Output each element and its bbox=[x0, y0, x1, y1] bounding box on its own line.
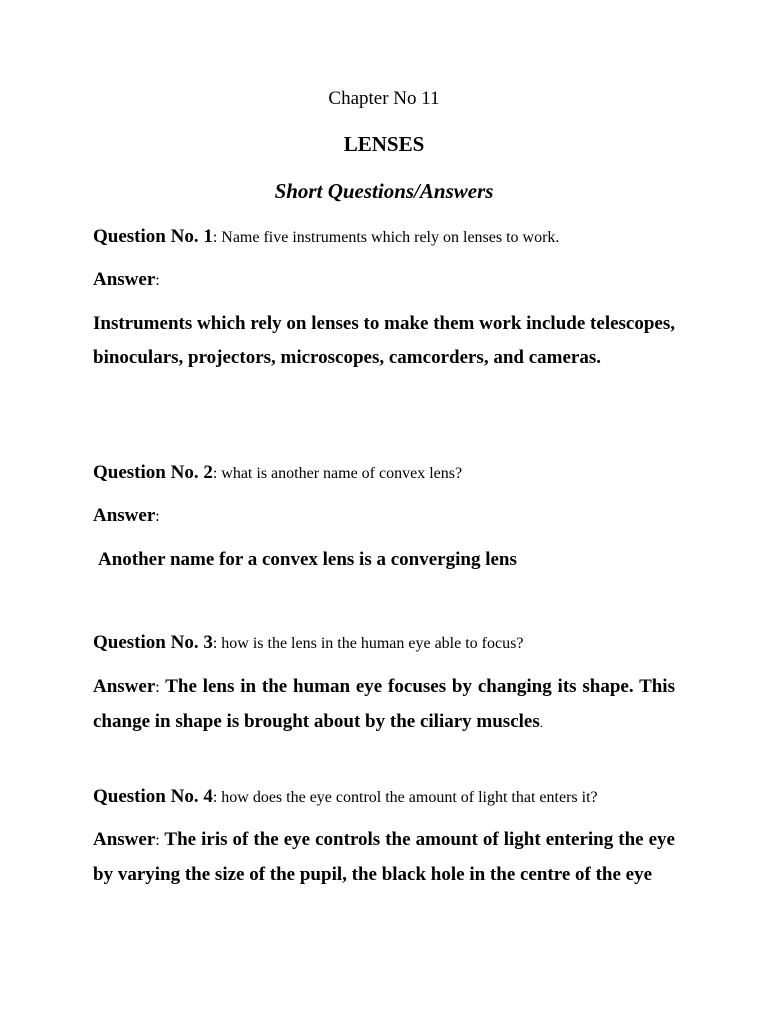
question-3 bbox=[93, 632, 683, 654]
answer-4 bbox=[93, 823, 675, 892]
answer-1-heading bbox=[93, 269, 683, 291]
question-2-text: : what is another name of convex lens? bbox=[212, 465, 463, 482]
answer-3-period: . bbox=[539, 715, 543, 730]
question-3-label: Question No. 3 bbox=[93, 632, 213, 653]
question-1 bbox=[93, 226, 683, 248]
question-4-text: : how does the eye control the amount of light that enters it? bbox=[212, 789, 598, 806]
answer-2-heading bbox=[93, 505, 683, 527]
question-2-label: Question No. 2 bbox=[93, 462, 213, 483]
question-2 bbox=[93, 462, 683, 484]
answer-1-colon: : bbox=[155, 272, 160, 289]
answer-4-colon: : bbox=[155, 832, 160, 849]
answer-4-text: The iris of the eye controls the amount of light entering the eye by varying the size of the pupil, the black hole in the centre of the eye bbox=[93, 829, 675, 885]
question-3-text: : how is the lens in the human eye able to focus? bbox=[212, 635, 524, 652]
answer-1-text: Instruments which rely on lenses to make them work include telescopes, binoculars, projectors, microscopes, camcorders, and cameras. bbox=[93, 313, 675, 368]
question-4 bbox=[93, 786, 683, 808]
answer-3-label: Answer bbox=[93, 676, 156, 697]
page-title: LENSES bbox=[343, 132, 425, 156]
question-1-label: Question No. 1 bbox=[93, 226, 213, 247]
question-4-label: Question No. 4 bbox=[93, 786, 213, 807]
answer-3-colon: : bbox=[155, 679, 160, 696]
answer-4-label: Answer bbox=[93, 829, 156, 850]
answer-3 bbox=[93, 670, 675, 740]
chapter-heading: Chapter No 11 bbox=[328, 88, 440, 109]
section-subtitle: Short Questions/Answers bbox=[274, 179, 494, 203]
answer-1-label: Answer bbox=[93, 269, 156, 290]
answer-2-colon: : bbox=[155, 508, 160, 525]
answer-3-text: The lens in the human eye focuses by changing its shape. This change in shape is brought about by the ciliary muscles bbox=[93, 676, 675, 732]
answer-2-label: Answer bbox=[93, 505, 156, 526]
question-1-text: : Name five instruments which rely on lenses to work. bbox=[212, 229, 560, 246]
answer-2-text: Another name for a convex lens is a converging lens bbox=[98, 549, 517, 570]
